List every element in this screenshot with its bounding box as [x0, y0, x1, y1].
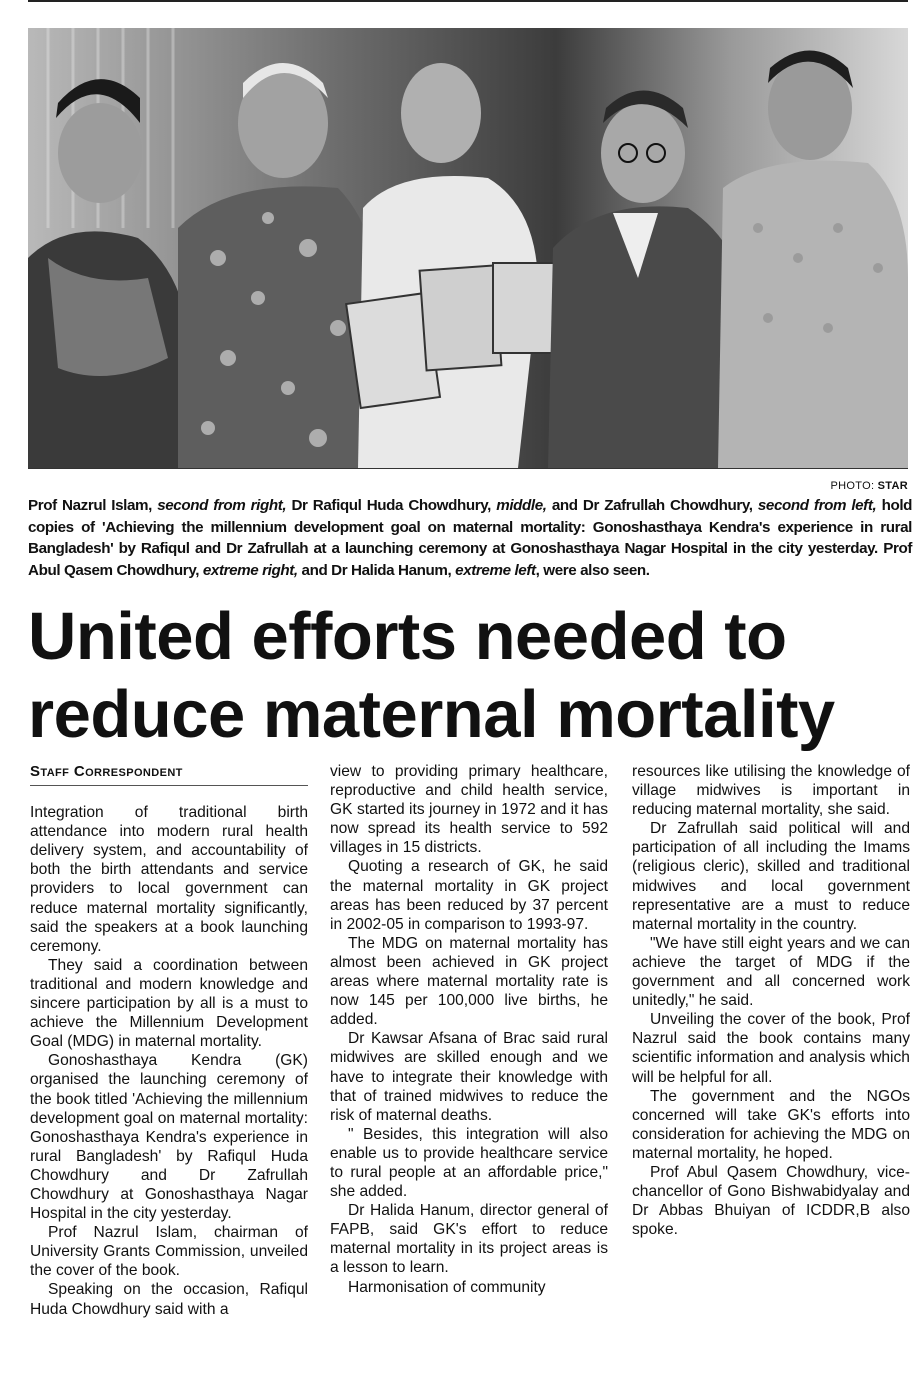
caption-italic: middle,: [496, 497, 547, 514]
paragraph: Prof Abul Qasem Chowdhury, vice-chancellor of Gono Bishwabidyalay and Dr Abbas Bhuiyan of ICDDR,B also spoke.: [632, 1163, 910, 1239]
photo-credit: [831, 480, 908, 492]
paragraph: resources like utilising the knowledge of village midwives is important in reducing maternal mortality, she said.: [632, 763, 910, 819]
paragraph: " Besides, this integration will also enable us to provide healthcare service to rural people at an affordable price," she added.: [330, 1125, 608, 1201]
caption-text: , were also seen.: [535, 561, 650, 579]
caption-italic: second from right,: [157, 497, 287, 514]
headline: United efforts needed to reduce maternal mortality: [28, 599, 835, 752]
photo-people-holding-books-icon: [28, 28, 908, 468]
paragraph: Dr Kawsar Afsana of Brac said rural midwives are skilled enough and we have to integrate their knowledge with that of trained midwives to reduce the risk of maternal deaths.: [330, 1030, 608, 1124]
photo-caption: [28, 495, 912, 581]
paragraph: Speaking on the occasion, Rafiqul Huda Chowdhury said with a: [30, 1281, 308, 1318]
paragraph: They said a coordination between traditional and modern knowledge and sincere participation by all is a must to achieve the Millennium Development Goal (MDG) in maternal mortality.: [30, 956, 308, 1051]
paragraph: view to providing primary healthcare, reproductive and child health service, GK started its journey in 1972 and it has now spread its health service to 592 villages in 15 districts.: [330, 763, 608, 857]
paragraph: Integration of traditional birth attendance into modern rural health delivery system, and accountability of both the birth attendants and service providers to local government can reduce maternal mortality significantly, said the speakers at a book launching ceremony.: [30, 804, 308, 955]
caption-italic: second from left,: [757, 497, 877, 514]
article-column-1: [30, 762, 308, 1319]
caption-text: hold copies of 'Achieving the millennium development goal on maternal mortality: Gonoshasthaya Kendra's experience in rural Bangladesh' by Rafiqul and Dr Zafrullah at a launching ceremony at Gonoshasthaya Nagar Hospital in the city yesterday. Prof Abul Qasem Chowdhury,: [28, 497, 913, 579]
paragraph: The government and the NGOs concerned will take GK's efforts into consideration for achieving the MDG on maternal mortality, he hoped.: [632, 1087, 910, 1162]
paragraph: Harmonisation of community: [348, 1278, 546, 1296]
paragraph: "We have still eight years and we can achieve the target of MDG if the government and all concerned work unitedly," he said.: [632, 934, 910, 1010]
photo-credit-source: STAR: [877, 480, 908, 492]
caption-italic: extreme left: [455, 561, 536, 579]
paragraph: Dr Zafrullah said political will and participation of all including the Imams (religious cleric), skilled and traditional midwives and local government representative are a must to reduce maternal mortality in the country.: [632, 820, 910, 933]
caption-text: Dr Rafiqul Huda Chowdhury,: [286, 497, 497, 514]
paragraph: Dr Halida Hanum, director general of FAPB, said GK's effort to reduce maternal mortality in its project areas is a lesson to learn.: [330, 1202, 608, 1277]
paragraph: Prof Nazrul Islam, chairman of University Grants Commission, unveiled the cover of the book.: [30, 1224, 308, 1280]
paragraph: Quoting a research of GK, he said the maternal mortality in GK project areas has been reduced by 37 percent in 2002-05 in comparison to 1993-97.: [330, 858, 608, 933]
caption-text: and Dr Zafrullah Chowdhury,: [546, 497, 758, 514]
paragraph: The MDG on maternal mortality has almost been achieved in GK project areas where maternal mortality rate is now 145 per 100,000 live births, he added.: [330, 934, 608, 1029]
caption-text: and Dr Halida Hanum,: [297, 561, 456, 579]
caption-italic: extreme right,: [202, 561, 298, 579]
photo-credit-prefix: PHOTO:: [830, 480, 878, 492]
byline: Staff Correspondent: [30, 762, 308, 786]
article-column-3: [632, 762, 910, 1239]
caption-text: Prof Nazrul Islam,: [28, 497, 158, 514]
article-column-2: [330, 762, 608, 1297]
top-rule: [28, 0, 908, 2]
paragraph: Gonoshasthaya Kendra (GK) organised the launching ceremony of the book titled 'Achieving the millennium development goal on maternal mortality: Gonoshasthaya Kendra's experience in rural Bangladesh' by Rafiqul Huda Chowdhury and Dr Zafrullah Chowdhury at Gonoshasthaya Nagar Hospital in the city yesterday.: [30, 1052, 308, 1223]
news-photo: [28, 28, 908, 469]
paragraph: Unveiling the cover of the book, Prof Nazrul said the book contains many scientific information and analysis which will be helpful for all.: [632, 1011, 910, 1086]
